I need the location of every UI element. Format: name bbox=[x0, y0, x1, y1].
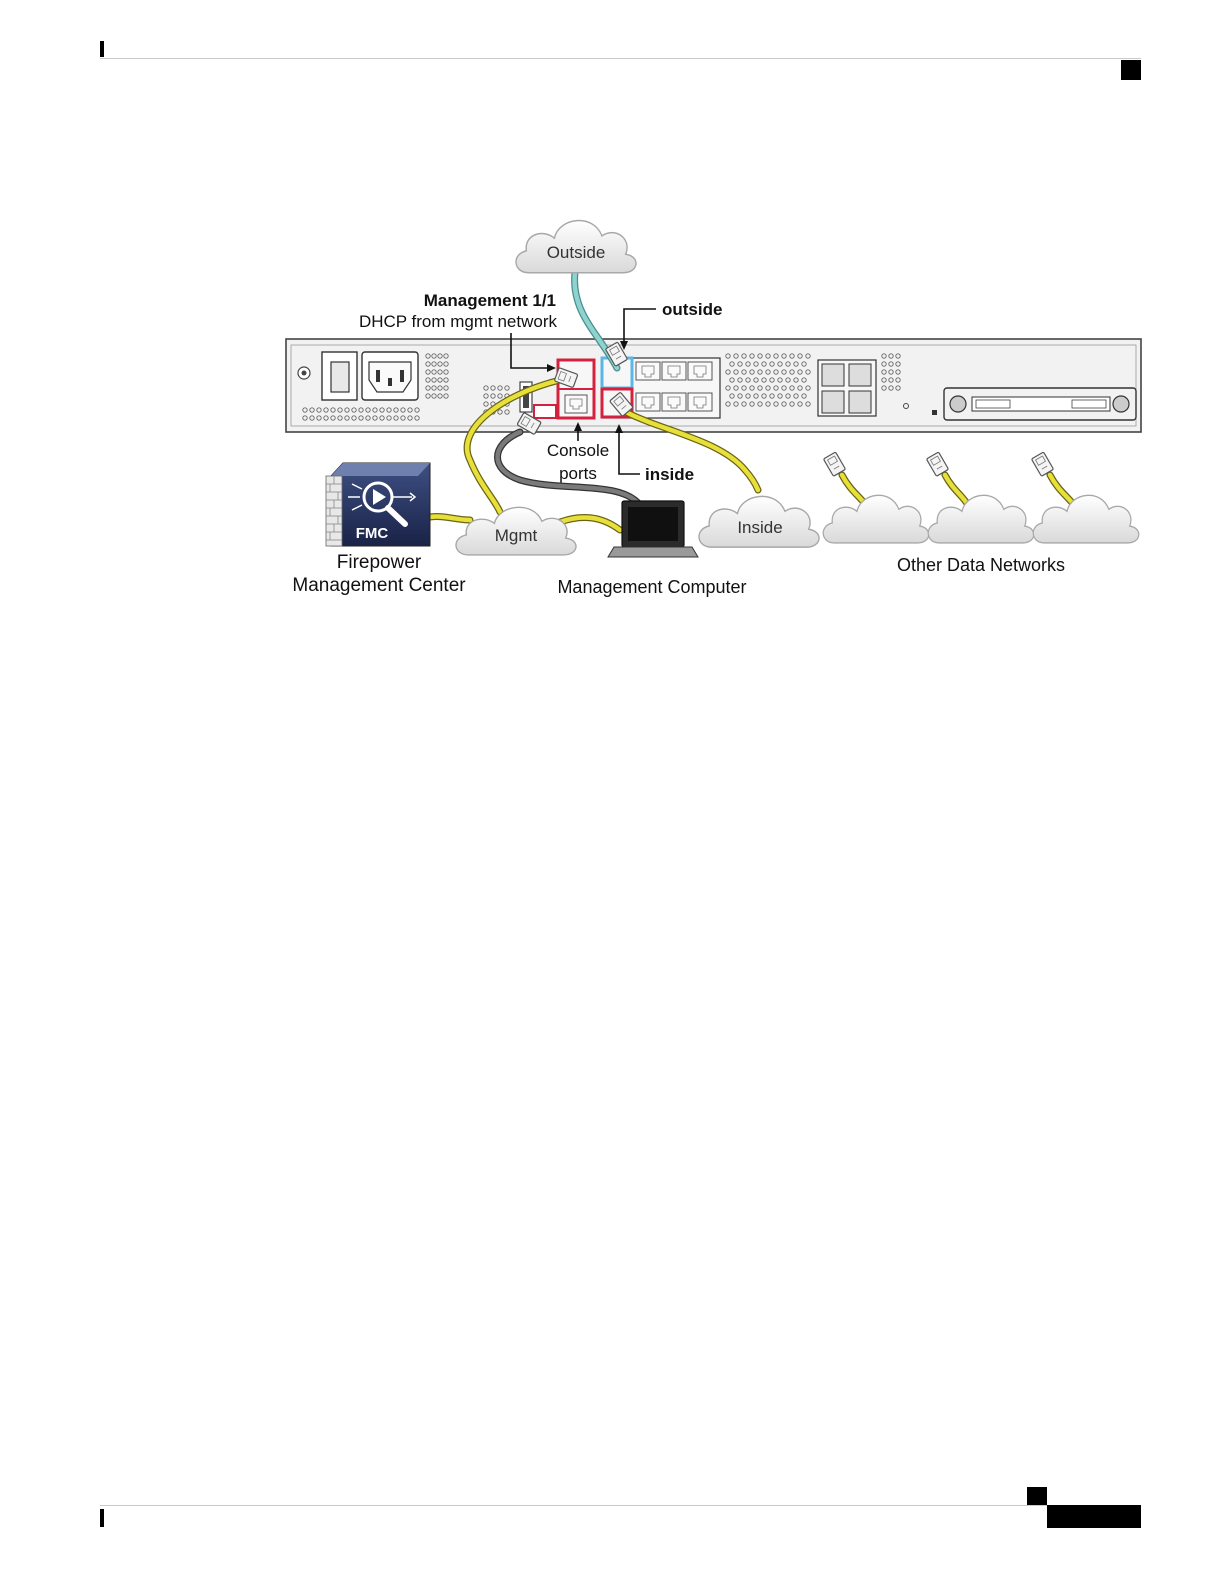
outside-cloud-label: Outside bbox=[546, 243, 606, 262]
mgmt-cloud-label: Mgmt bbox=[494, 526, 538, 545]
console-ports-label-line1: Console bbox=[546, 441, 610, 460]
inside-cloud-label: Inside bbox=[737, 518, 783, 537]
outside-cloud bbox=[516, 221, 636, 273]
footer-left-marker bbox=[100, 1509, 104, 1527]
other-data-networks-label: Other Data Networks bbox=[896, 555, 1066, 575]
footer-page-marker-bar bbox=[1047, 1505, 1141, 1528]
laptop-icon bbox=[608, 501, 698, 557]
other-network-cloud bbox=[1033, 495, 1139, 543]
other-network-cloud bbox=[928, 495, 1034, 543]
fmc-label-line1: Firepower bbox=[336, 552, 422, 573]
mgmt-cloud bbox=[456, 507, 576, 555]
fmc-badge-label: FMC bbox=[355, 525, 389, 542]
footer-rule bbox=[100, 1505, 1141, 1506]
inside-cloud bbox=[699, 496, 819, 547]
footer-page-marker-small bbox=[1027, 1487, 1047, 1505]
outside-port-label: outside bbox=[662, 300, 723, 319]
firewall-chassis bbox=[286, 339, 1141, 432]
fmc-label-line2: Management Center bbox=[292, 575, 466, 596]
inside-port-label: inside bbox=[645, 465, 695, 484]
console-ports-label-line2: ports bbox=[559, 464, 597, 483]
management-port-note: DHCP from mgmt network bbox=[358, 312, 557, 331]
fmc-icon bbox=[326, 463, 430, 546]
other-network-cloud bbox=[823, 495, 929, 543]
network-diagram bbox=[0, 0, 1224, 620]
management-port-label: Management 1/1 bbox=[423, 291, 556, 310]
management-computer-label: Management Computer bbox=[557, 577, 747, 597]
